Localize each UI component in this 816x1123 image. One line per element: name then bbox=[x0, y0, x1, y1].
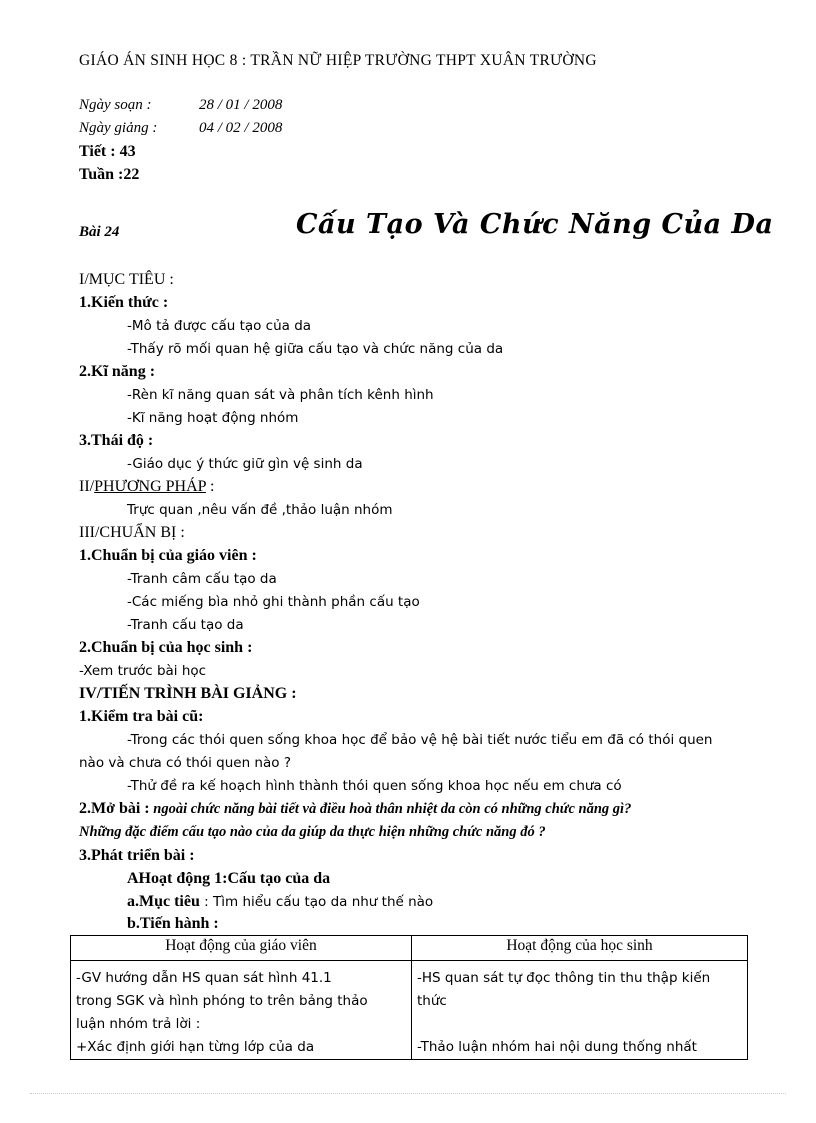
introduction-label: 2.Mở bài : bbox=[79, 800, 150, 817]
knowledge-label: 1.Kiến thức : bbox=[79, 294, 169, 311]
procedure-label: b.Tiến hành : bbox=[127, 915, 219, 932]
student-activity-line: thức bbox=[417, 993, 447, 1009]
student-column-header: Hoạt động của học sinh bbox=[412, 936, 748, 961]
objectives-heading: I/MỤC TIÊU : bbox=[79, 271, 174, 288]
review-question-cont: nào và chưa có thói quen nào ? bbox=[79, 755, 291, 771]
student-activity-cell bbox=[412, 961, 748, 1060]
teacher-column-header: Hoạt động của giáo viên bbox=[71, 936, 412, 961]
student-activity-line: -Thảo luận nhóm hai nội dung thống nhất bbox=[417, 1039, 697, 1055]
activity-table bbox=[70, 935, 748, 1060]
lesson-process-heading: IV/TIẾN TRÌNH BÀI GIẢNG : bbox=[79, 685, 297, 702]
period-number: Tiết : 43 bbox=[79, 143, 136, 160]
teacher-activity-line: -GV hướng dẫn HS quan sát hình 41.1 bbox=[76, 970, 332, 986]
skills-item: -Rèn kĩ năng quan sát và phân tích kênh hình bbox=[127, 387, 434, 403]
knowledge-item: -Thấy rõ mối quan hệ giữa cấu tạo và chức năng của da bbox=[127, 341, 504, 357]
teacher-prep-item: -Tranh câm cấu tạo da bbox=[127, 571, 277, 587]
table-header-row bbox=[71, 936, 748, 961]
method-title: PHƯƠNG PHÁP bbox=[94, 478, 206, 495]
method-prefix: II/ bbox=[79, 478, 95, 495]
teaching-date bbox=[79, 120, 282, 137]
review-label: 1.Kiểm tra bài cũ: bbox=[79, 708, 204, 725]
method-heading bbox=[79, 478, 214, 496]
activity-objective-text: : Tìm hiểu cấu tạo da như thế nào bbox=[199, 894, 434, 910]
teacher-prep-item: -Tranh cấu tạo da bbox=[127, 617, 244, 633]
skills-item: -Kĩ năng hoạt động nhóm bbox=[127, 410, 299, 426]
activity-title: AHoạt động 1:Cấu tạo của da bbox=[127, 870, 331, 887]
preparation-date bbox=[79, 97, 282, 114]
lesson-number: Bài 24 bbox=[79, 224, 120, 240]
teacher-activity-cell bbox=[71, 961, 412, 1060]
student-activity-line bbox=[417, 1013, 742, 1036]
development-label: 3.Phát triển bài : bbox=[79, 847, 195, 864]
teacher-prep-label: 1.Chuẩn bị của giáo viên : bbox=[79, 547, 257, 564]
skills-label: 2.Kĩ năng : bbox=[79, 363, 156, 380]
student-prep-item: -Xem trước bài học bbox=[79, 663, 207, 679]
page-header: GIÁO ÁN SINH HỌC 8 : TRẦN NỮ HIỆP TRƯỜNG THPT XUÂN TRƯỜNG bbox=[79, 52, 597, 69]
introduction bbox=[79, 800, 631, 818]
introduction-text-cont: Những đặc điểm cấu tạo nào của da giúp da thực hiện những chức năng đó ? bbox=[79, 824, 546, 840]
table-row bbox=[71, 961, 748, 1060]
knowledge-item: -Mô tả được cấu tạo của da bbox=[127, 318, 312, 334]
attitude-item: -Giáo dục ý thức giữ gìn vệ sinh da bbox=[127, 456, 363, 472]
teaching-date-value: 04 / 02 / 2008 bbox=[199, 120, 283, 136]
preparation-date-value: 28 / 01 / 2008 bbox=[199, 97, 283, 113]
attitude-label: 3.Thái độ : bbox=[79, 432, 154, 449]
student-activity-line: -HS quan sát tự đọc thông tin thu thập kiến bbox=[417, 970, 711, 986]
method-suffix: : bbox=[205, 478, 215, 495]
preparation-heading: III/CHUẨN BỊ : bbox=[79, 524, 185, 541]
teacher-activity-line: trong SGK và hình phóng to trên bảng thảo bbox=[76, 993, 368, 1009]
teacher-prep-item: -Các miếng bìa nhỏ ghi thành phần cấu tạo bbox=[127, 594, 420, 610]
activity-objective-label: a.Mục tiêu bbox=[127, 893, 200, 910]
page-footer-divider bbox=[30, 1093, 786, 1094]
lesson-title: Cấu Tạo Và Chức Năng Của Da bbox=[296, 209, 774, 240]
review-question: -Thử đề ra kế hoạch hình thành thói quen sống khoa học nếu em chưa có bbox=[127, 778, 622, 794]
preparation-date-label: Ngày soạn : bbox=[79, 97, 152, 113]
student-prep-label: 2.Chuẩn bị của học sinh : bbox=[79, 639, 253, 656]
introduction-text: ngoài chức năng bài tiết và điều hoà thân nhiệt da còn có những chức năng gì? bbox=[149, 801, 632, 817]
method-content: Trực quan ,nêu vấn đề ,thảo luận nhóm bbox=[127, 502, 393, 518]
teaching-date-label: Ngày giảng : bbox=[79, 120, 158, 136]
teacher-activity-line: +Xác định giới hạn từng lớp của da bbox=[76, 1039, 315, 1055]
week-number: Tuần :22 bbox=[79, 166, 140, 183]
review-question: -Trong các thói quen sống khoa học để bảo vệ hệ bài tiết nước tiểu em đã có thói quen bbox=[127, 732, 713, 748]
teacher-activity-line: luận nhóm trả lời : bbox=[76, 1016, 201, 1032]
activity-objective bbox=[127, 893, 433, 911]
